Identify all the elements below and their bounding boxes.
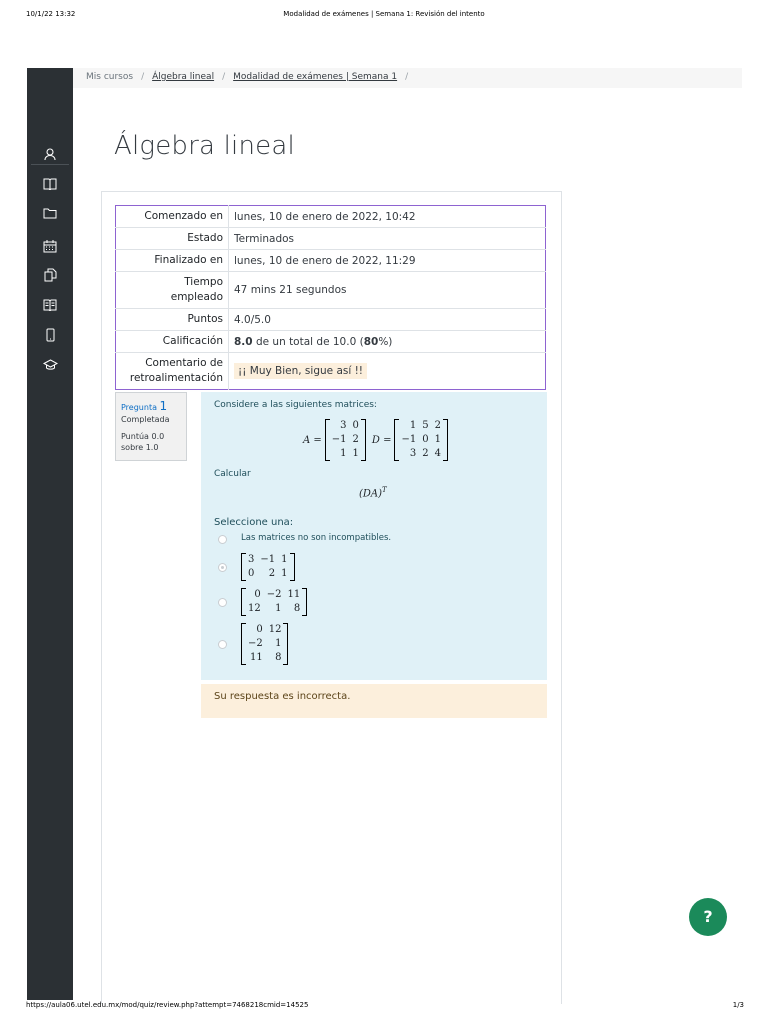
- option-3-radio[interactable]: [218, 598, 227, 607]
- matrix-cell: 3: [248, 554, 255, 565]
- table-row: [116, 331, 546, 353]
- matrix-cell: 2: [422, 448, 429, 459]
- matrix-cell: 1: [409, 420, 417, 431]
- matrix-cell: 1: [281, 568, 288, 579]
- matrix-a-table: [329, 419, 362, 461]
- breadcrumb-quiz-link[interactable]: Modalidad de exámenes | Semana 1: [233, 72, 398, 82]
- table-row: [116, 228, 546, 250]
- feedback-label-line2: retroalimentación: [129, 372, 223, 384]
- time-label-line1: Tiempo: [184, 276, 223, 288]
- question-mark-line2: sobre 1.0: [121, 443, 159, 452]
- question-content: [201, 392, 547, 680]
- question-info: [115, 392, 187, 461]
- points-value: 4.0/5.0: [229, 309, 546, 331]
- expression-superscript: T: [382, 486, 387, 494]
- option-1-label[interactable]: Las matrices no son incompatibles.: [241, 533, 392, 543]
- sidebar-divider: [31, 164, 69, 165]
- matrix-cell: 12: [268, 624, 282, 635]
- table-row: [116, 206, 546, 228]
- matrix-cell: −2: [266, 589, 282, 600]
- option-4-matrix[interactable]: [241, 622, 288, 665]
- option-2-bracket: [241, 553, 295, 581]
- matrix-cell: 4: [434, 448, 441, 459]
- matrix-cell: 2: [268, 568, 276, 579]
- matrix-a: [325, 419, 366, 461]
- folder-icon[interactable]: [39, 203, 61, 223]
- breadcrumb-course-link[interactable]: Álgebra lineal: [152, 72, 215, 82]
- matrix-cell: 3: [340, 420, 347, 431]
- option-2-radio[interactable]: [218, 563, 227, 572]
- matrix-cell: 8: [293, 603, 301, 614]
- matrix-cell: 1: [275, 638, 282, 649]
- started-value: lunes, 10 de enero de 2022, 10:42: [229, 206, 546, 228]
- calculate-label: Calcular: [214, 469, 251, 479]
- matrix-cell: −1: [260, 554, 276, 565]
- question-state: Completada: [121, 415, 170, 424]
- matrix-cell: 1: [275, 603, 282, 614]
- select-one-label: Seleccione una:: [214, 517, 294, 528]
- matrix-cell: −2: [248, 638, 263, 649]
- option-2-matrix[interactable]: [241, 552, 295, 581]
- breadcrumb-my-courses[interactable]: Mis cursos: [86, 72, 134, 82]
- matrix-cell: −1: [401, 434, 417, 445]
- answer-feedback: [201, 684, 547, 718]
- matrix-d-name: D =: [371, 434, 392, 446]
- matrix-cell: 11: [287, 589, 301, 600]
- grade-percent: 80: [363, 335, 379, 348]
- copy-icon[interactable]: [39, 265, 61, 285]
- question-number-value: 1: [159, 399, 168, 413]
- answer-feedback-text: Su respuesta es incorrecta.: [214, 691, 351, 702]
- grade-value: [229, 331, 546, 353]
- option-4-radio[interactable]: [218, 640, 227, 649]
- matrix-cell: 2: [434, 420, 441, 431]
- breadcrumb-separator: /: [222, 72, 226, 82]
- expression-text: (DA): [359, 488, 383, 500]
- matrix-cell: 1: [340, 448, 347, 459]
- question-mark-line1: Puntúa 0.0: [121, 432, 165, 441]
- table-row: [116, 353, 546, 390]
- question-text: Considere a las siguientes matrices:: [214, 400, 377, 410]
- feedback-label: [116, 353, 229, 390]
- table-row: [116, 309, 546, 331]
- grade-percent-sign: %): [378, 335, 393, 348]
- calendar-icon[interactable]: [39, 236, 61, 256]
- table-row: [116, 250, 546, 272]
- matrix-cell: 0: [254, 589, 261, 600]
- print-date: 10/1/22 13:32: [26, 10, 76, 18]
- time-label-line2: empleado: [170, 291, 223, 303]
- matrix-cell: 2: [352, 434, 359, 445]
- matrix-d: [394, 419, 448, 461]
- grade-label: Calificación: [116, 331, 229, 353]
- matrix-d-table: [398, 419, 444, 461]
- matrix-cell: 5: [422, 420, 429, 431]
- question-label: Pregunta: [121, 403, 157, 412]
- book-open-icon[interactable]: [39, 295, 61, 315]
- expression: [359, 486, 387, 499]
- option-2-table: [245, 553, 291, 581]
- matrix-cell: −1: [331, 434, 347, 445]
- started-label: Comenzado en: [116, 206, 229, 228]
- state-value: Terminados: [229, 228, 546, 250]
- graduation-cap-icon[interactable]: [39, 355, 61, 375]
- breadcrumb: [86, 72, 416, 82]
- feedback-label-line1: Comentario de: [145, 357, 223, 369]
- matrix-cell: 1: [434, 434, 441, 445]
- mobile-icon[interactable]: [39, 325, 61, 345]
- option-3-matrix[interactable]: [241, 587, 307, 616]
- option-3-bracket: [241, 588, 307, 616]
- grade-score: 8.0: [234, 335, 253, 348]
- matrices: [303, 419, 448, 461]
- attempt-summary-table: [115, 205, 546, 390]
- matrix-cell: 0: [248, 568, 255, 579]
- matrix-a-name: A =: [303, 434, 322, 446]
- page-title: Álgebra lineal: [114, 131, 295, 161]
- matrix-cell: 1: [352, 448, 359, 459]
- option-4-table: [245, 623, 284, 665]
- matrix-cell: 1: [281, 554, 288, 565]
- finished-label: Finalizado en: [116, 250, 229, 272]
- matrix-cell: 3: [409, 448, 417, 459]
- print-url: https://aula06.utel.edu.mx/mod/quiz/review.php?attempt=7468218cmid=14525: [26, 1001, 309, 1009]
- time-value: 47 mins 21 segundos: [229, 272, 546, 309]
- book-icon[interactable]: [39, 174, 61, 194]
- matrix-cell: 8: [275, 652, 282, 663]
- matrix-cell: 12: [248, 603, 261, 614]
- time-label: [116, 272, 229, 309]
- matrix-cell: 0: [352, 420, 359, 431]
- option-3-table: [245, 588, 303, 616]
- print-page-number: 1/3: [732, 1001, 744, 1009]
- print-title: Modalidad de exámenes | Semana 1: Revisión del intento: [283, 10, 485, 18]
- breadcrumb-separator: /: [405, 72, 409, 82]
- feedback-value: [229, 353, 546, 390]
- help-button[interactable]: ?: [689, 898, 727, 936]
- breadcrumb-separator: /: [141, 72, 145, 82]
- finished-value: lunes, 10 de enero de 2022, 11:29: [229, 250, 546, 272]
- question-mark: [121, 431, 164, 453]
- print-header: [0, 10, 768, 24]
- sidebar: [27, 68, 73, 1000]
- matrix-cell: 0: [422, 434, 429, 445]
- grade-total: de un total de 10.0 (: [255, 335, 364, 348]
- user-icon[interactable]: [39, 144, 61, 164]
- matrix-cell: 0: [256, 624, 263, 635]
- option-1-radio[interactable]: [218, 535, 227, 544]
- state-label: Estado: [116, 228, 229, 250]
- question-number: [121, 399, 167, 413]
- option-4-bracket: [241, 623, 288, 665]
- feedback-text: ¡¡ Muy Bien, sigue así !!: [234, 363, 367, 379]
- table-row: [116, 272, 546, 309]
- points-label: Puntos: [116, 309, 229, 331]
- matrix-cell: 11: [250, 652, 263, 663]
